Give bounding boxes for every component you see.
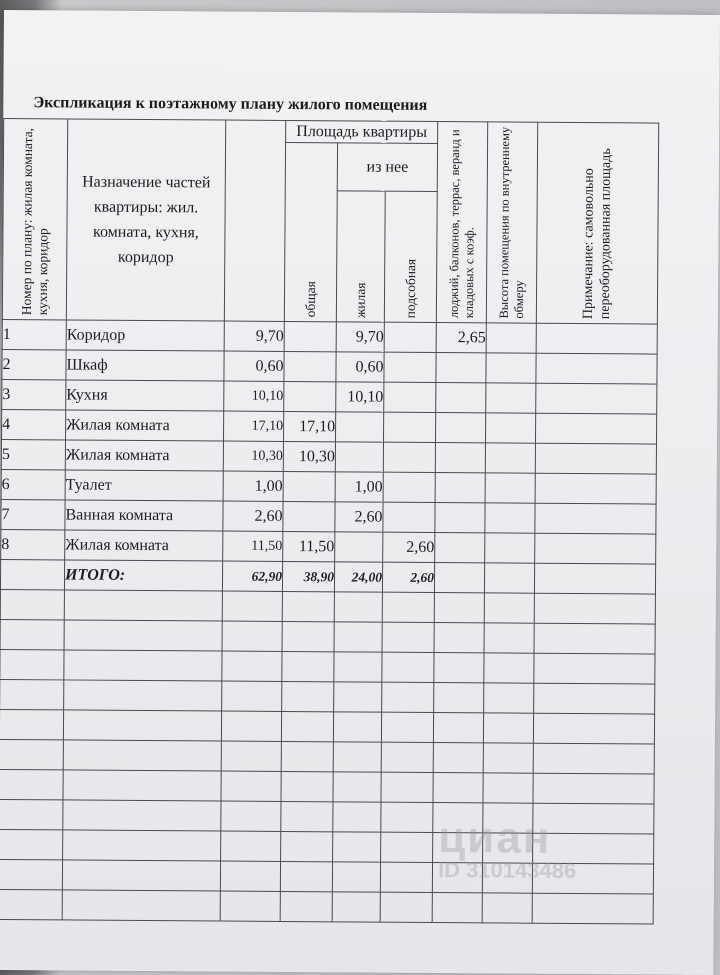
- total-row: [0, 559, 655, 594]
- watermark-logo: циан: [438, 813, 552, 863]
- table-row: 2 Шкаф 0,60 0,60: [2, 349, 657, 384]
- total-living: 38,90: [282, 561, 334, 591]
- header-note: Примечание: самовольно переоборудованная площадь: [536, 122, 658, 324]
- header-loggias: лоджий, балконов, террас, веранд и кладовых с коэф.: [436, 122, 487, 323]
- header-living: жилая: [336, 191, 385, 322]
- table-row: 4 Жилая комната 17,10 17,10: [2, 409, 657, 444]
- total-label: ИТОГО:: [64, 560, 222, 591]
- total-aux: 24,00: [334, 562, 382, 592]
- header-blank: [224, 120, 285, 321]
- header-area: Площадь квартиры: [286, 120, 438, 143]
- empty-row: [0, 619, 655, 654]
- document-sheet: [0, 10, 720, 975]
- document-title: Экспликация к поэтажному плану жилого помещения: [33, 94, 428, 114]
- header-purpose: Назначение частей квартиры: жил. комната, кухня, коридор: [66, 119, 225, 321]
- header-total: общая: [284, 142, 337, 321]
- table-row: 6 Туалет 1,00 1,00: [1, 469, 656, 504]
- table-row: 8 Жилая комната 11,50 11,50 2,60: [1, 529, 656, 564]
- empty-row: [0, 709, 655, 744]
- watermark: [438, 813, 577, 884]
- table-row: 3 Кухня 10,10 10,10: [2, 379, 657, 414]
- total-area: 62,90: [222, 561, 282, 591]
- empty-row: [0, 889, 653, 924]
- table-row: 1 Коридор 9,70 9,70 2,65: [2, 319, 657, 354]
- empty-row: [0, 739, 654, 774]
- empty-row: [0, 679, 655, 714]
- header-auxiliary: подсобная: [384, 191, 437, 322]
- watermark-id: ID 310143486: [437, 857, 577, 884]
- table-row: 5 Жилая комната 10,30 10,30: [1, 439, 656, 474]
- header-height: Высота помещения по внутреннему обмеру: [486, 122, 537, 323]
- explication-table: [0, 118, 659, 925]
- header-of-which: из нее: [337, 143, 437, 192]
- empty-row: [0, 769, 654, 804]
- total-loggia: 2,60: [382, 562, 434, 592]
- table-row: 7 Ванная комната 2,60 2,60: [1, 499, 656, 534]
- empty-row: [0, 649, 655, 684]
- empty-row: [0, 589, 655, 624]
- header-number: Номер по плану: жилая комната, кухня, коридор: [2, 119, 67, 320]
